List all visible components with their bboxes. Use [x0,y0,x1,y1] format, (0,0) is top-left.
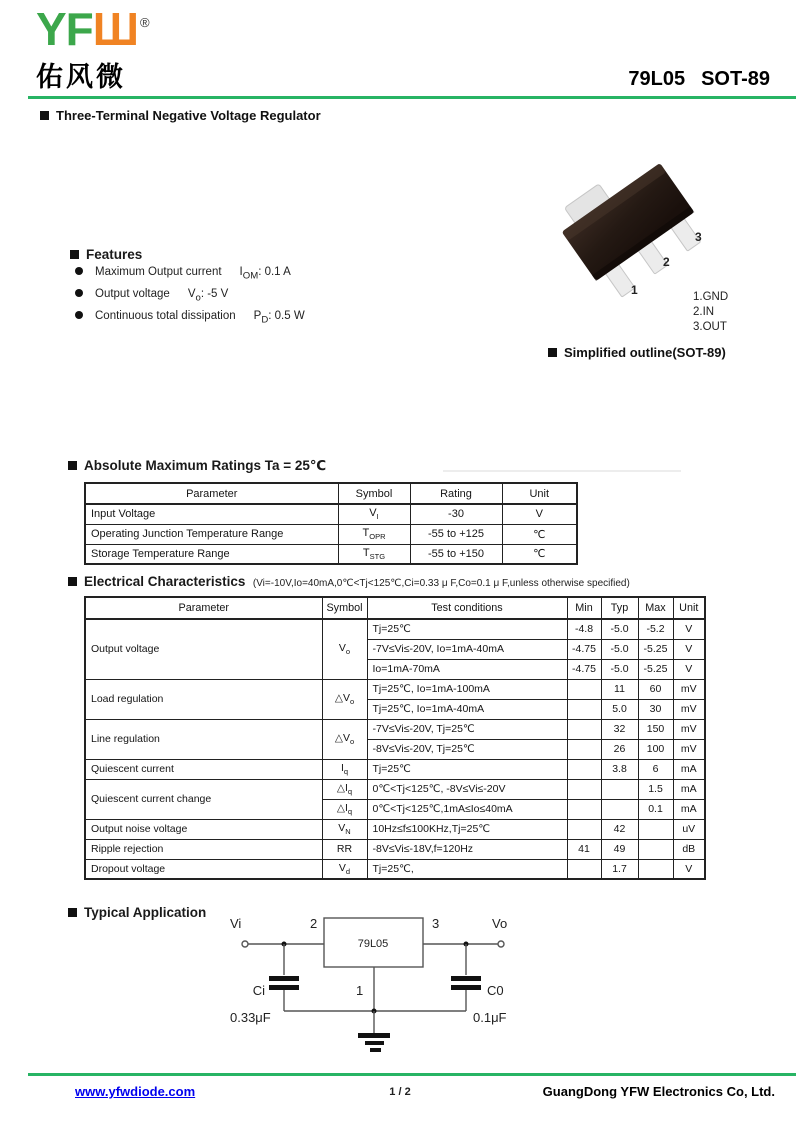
cell-parameter: Quiescent current [85,759,322,779]
cell-parameter: Ripple rejection [85,839,322,859]
cin-label: Ci [252,983,265,998]
symbol-sub: o [349,737,355,747]
outline-caption-text: Simplified outline(SOT-89) [564,345,726,360]
abs-max-title-text: Absolute Maximum Ratings Ta = 25℃ [84,458,327,473]
decorative-line [443,470,681,472]
cell-unit: mV [673,699,705,719]
symbol-delta: △ [334,691,343,704]
cell-typ: -5.0 [601,639,638,659]
cell-unit: V [673,639,705,659]
col-test-conditions: Test conditions [367,597,567,619]
cell-parameter: Quiescent current change [85,779,322,819]
table-header-row [85,597,705,619]
table-header-row [85,483,577,504]
col-unit: Unit [673,597,705,619]
cell-condition: 0℃<Tj<125℃, -8V≤Vi≤-20V [367,779,567,799]
elec-test-conditions-note: (Vi=-10V,Io=40mA,0℃<Tj<125℃,Ci=0.33 μ F,Co=0.1 μ F,unless otherwise specified) [252,578,630,589]
cell-max [638,819,673,839]
cell-unit: mV [673,719,705,739]
cell-unit: mA [673,799,705,819]
symbol-base: V [342,731,350,744]
cell-max: 150 [638,719,673,739]
cell-min [567,819,601,839]
symbol-sub: q [347,807,353,817]
abs-max-table [84,482,578,565]
symbol-sub: I [376,512,379,522]
cell-condition: 0℃<Tj<125℃,1mA≤Io≤40mA [367,799,567,819]
cell-symbol [322,819,367,839]
symbol-base: P [253,310,262,322]
cell-parameter: Input Voltage [85,504,338,524]
abs-max-section-title [68,458,326,474]
symbol-delta: △ [336,781,345,794]
outline-caption [548,345,726,360]
cell-rating: -30 [410,504,502,524]
page-number: 1 / 2 [389,1086,411,1098]
symbol-sub: OPR [369,532,386,542]
table-row [85,524,577,544]
page-title [628,68,770,91]
vout-label: Vo [492,916,508,931]
section-marker-icon [40,111,49,120]
elec-section-title [68,574,630,589]
cell-typ: -5.0 [601,619,638,639]
cell-typ: 32 [601,719,638,739]
symbol-sub: q [347,787,353,797]
cell-min: -4.75 [567,639,601,659]
ground-icon [370,1048,381,1052]
elec-table [84,596,706,880]
cell-max [638,839,673,859]
table-row [85,719,705,739]
col-min: Min [567,597,601,619]
symbol-delta: △ [336,801,345,814]
cell-symbol [322,799,367,819]
col-unit: Unit [502,483,577,504]
feature-item [75,310,455,332]
cell-symbol [322,759,367,779]
cell-max: 30 [638,699,673,719]
col-rating: Rating [410,483,502,504]
features-section-title [70,247,142,262]
cell-min [567,799,601,819]
cell-condition: -7V≤Vi≤-20V, Io=1mA-40mA [367,639,567,659]
cell-min [567,739,601,759]
symbol-base: V [369,507,377,520]
col-parameter: Parameter [85,483,338,504]
company-name: GuangDong YFW Electronics Co, Ltd. [542,1084,775,1099]
cout-capacitor [451,976,481,981]
cell-unit: V [673,659,705,679]
section-marker-icon [68,577,77,586]
cell-unit: dB [673,839,705,859]
cell-unit: ℃ [502,524,577,544]
app-section-title [68,905,206,920]
table-row [85,859,705,879]
cell-condition: Tj=25℃ [367,759,567,779]
cell-rating: -55 to +150 [410,544,502,564]
cell-min: 41 [567,839,601,859]
cell-parameter: Dropout voltage [85,859,322,879]
cell-condition: Tj=25℃, [367,859,567,879]
website-link[interactable]: www.yfwdiode.com [75,1084,196,1099]
feature-value: : 0.1 A [258,266,291,278]
table-row [85,679,705,699]
symbol-base: I [340,761,344,774]
features-list [75,266,455,332]
pin-2-function: 2.IN [693,306,715,318]
cell-symbol [338,524,410,544]
col-parameter: Parameter [85,597,322,619]
symbol-sub: N [345,827,351,837]
feature-value: : -5 V [200,288,229,300]
cell-max [638,859,673,879]
typical-application-circuit [225,903,525,1063]
symbol-base: V [338,642,346,655]
cell-typ: 1.7 [601,859,638,879]
cell-max: 6 [638,759,673,779]
company-logo [36,3,150,94]
symbol-base: V [187,288,196,300]
cell-parameter: Operating Junction Temperature Range [85,524,338,544]
bullet-icon [75,267,83,275]
registered-trademark-icon: ® [140,15,150,30]
symbol-base: T [362,546,370,559]
feature-item [75,266,455,288]
vin-label: Vi [230,916,242,931]
cell-symbol [322,859,367,879]
cell-symbol [322,679,367,719]
cell-min [567,719,601,739]
pin-1-function: 1.GND [693,291,729,303]
cell-max: 0.1 [638,799,673,819]
package-name: SOT-89 [701,68,770,90]
cell-symbol [322,779,367,799]
col-symbol: Symbol [322,597,367,619]
ground-icon [365,1041,384,1045]
cell-typ: 11 [601,679,638,699]
cell-condition: Tj=25℃, Io=1mA-40mA [367,699,567,719]
feature-item [75,288,455,310]
symbol-sub: o [195,292,201,304]
cell-typ: -5.0 [601,659,638,679]
cout-value: 0.1μF [473,1010,507,1025]
cell-unit: mA [673,759,705,779]
section-marker-icon [68,908,77,917]
cell-symbol [338,504,410,524]
cell-unit: V [673,619,705,639]
sot89-package-drawing [545,150,795,345]
cell-symbol [338,544,410,564]
pin-3-function: 3.OUT [693,321,727,333]
cell-parameter: Line regulation [85,719,322,759]
cell-min: -4.75 [567,659,601,679]
app-title-text: Typical Application [84,905,207,920]
symbol-base: I [239,266,243,278]
cell-condition: -8V≤Vi≤-20V, Tj=25℃ [367,739,567,759]
symbol-base: RR [336,843,353,855]
logo-wordmark [36,3,150,55]
package-outline-figure [545,150,795,345]
symbol-sub: OM [242,270,259,282]
symbol-base: I [344,801,348,814]
cell-condition: Io=1mA-70mA [367,659,567,679]
cell-typ: 3.8 [601,759,638,779]
symbol-base: I [344,781,348,794]
cell-unit: V [502,504,577,524]
feature-text: Maximum Output current [95,266,222,278]
symbol-delta: △ [334,731,343,744]
table-row [85,504,577,524]
table-row [85,819,705,839]
output-terminal [498,941,504,947]
cell-min [567,679,601,699]
cell-condition: Tj=25℃ [367,619,567,639]
logo-yf-text: YF [36,3,93,55]
cell-condition: 10Hz≤f≤100KHz,Tj=25℃ [367,819,567,839]
cell-typ: 42 [601,819,638,839]
symbol-sub: o [349,697,355,707]
symbol-base: V [342,691,350,704]
feature-value: : 0.5 W [268,310,305,322]
cell-typ: 26 [601,739,638,759]
cell-unit: V [673,859,705,879]
features-title-text: Features [86,247,143,262]
cell-symbol [322,619,367,679]
cell-max: 1.5 [638,779,673,799]
cell-parameter: Load regulation [85,679,322,719]
cell-parameter: Storage Temperature Range [85,544,338,564]
symbol-base: V [338,861,346,874]
feature-text: Continuous total dissipation [95,310,236,322]
pin3-label: 3 [432,916,440,931]
cell-min [567,699,601,719]
bullet-icon [75,311,83,319]
cell-min [567,779,601,799]
cell-unit: mA [673,779,705,799]
cell-condition: Tj=25℃, Io=1mA-100mA [367,679,567,699]
table-row [85,779,705,799]
section-marker-icon [548,348,557,357]
cell-max: 100 [638,739,673,759]
cin-capacitor [269,985,299,990]
symbol-base: V [338,821,346,834]
logo-shan-glyph: Ш [92,3,139,55]
lead-number-3: 3 [695,230,702,244]
cell-unit: mV [673,679,705,699]
document-subtitle-text: Three-Terminal Negative Voltage Regulator [56,108,321,123]
table-row [85,544,577,564]
symbol-sub: q [343,767,349,777]
col-symbol: Symbol [338,483,410,504]
feature-symbol [239,266,291,282]
package-body-group [551,150,710,304]
cell-typ [601,779,638,799]
logo-chinese-name: 佑风微 [36,62,126,92]
document-subtitle [40,108,321,123]
cell-typ: 5.0 [601,699,638,719]
bullet-icon [75,289,83,297]
symbol-sub: d [345,866,351,876]
section-marker-icon [68,461,77,470]
cell-rating: -55 to +125 [410,524,502,544]
cout-label: C0 [487,983,504,998]
col-max: Max [638,597,673,619]
cell-max: 60 [638,679,673,699]
symbol-sub: STG [369,551,386,561]
pin2-label: 2 [310,916,318,931]
feature-symbol [253,310,305,326]
cell-unit: ℃ [502,544,577,564]
header-divider [28,96,796,99]
pin1-label: 1 [356,983,364,998]
symbol-sub: o [345,647,351,657]
feature-symbol [187,288,229,304]
ground-icon [358,1033,390,1038]
cout-capacitor [451,985,481,990]
input-terminal [242,941,248,947]
cell-unit: uV [673,819,705,839]
lead-number-2: 2 [663,255,670,269]
symbol-base: T [362,526,370,539]
symbol-sub: D [261,314,269,326]
cell-symbol [322,719,367,759]
table-row [85,839,705,859]
footer-divider [28,1073,796,1076]
cell-max: -5.25 [638,659,673,679]
cell-max: -5.2 [638,619,673,639]
cell-condition: -7V≤Vi≤-20V, Tj=25℃ [367,719,567,739]
table-row [85,759,705,779]
cell-condition: -8V≤Vi≤-18V,f=120Hz [367,839,567,859]
cell-min [567,759,601,779]
cell-min: -4.8 [567,619,601,639]
section-marker-icon [70,250,79,259]
cell-typ [601,799,638,819]
feature-text: Output voltage [95,288,170,300]
cell-parameter: Output voltage [85,619,322,679]
col-typ: Typ [601,597,638,619]
elec-title-text: Electrical Characteristics [84,574,246,589]
cell-min [567,859,601,879]
part-number: 79L05 [628,68,686,90]
table-row [85,619,705,639]
cell-symbol [322,839,367,859]
cin-capacitor [269,976,299,981]
regulator-ic-label: 79L05 [357,938,389,950]
cell-unit: mV [673,739,705,759]
lead-number-1: 1 [631,283,638,297]
cell-parameter: Output noise voltage [85,819,322,839]
cell-max: -5.25 [638,639,673,659]
cell-typ: 49 [601,839,638,859]
cin-value: 0.33μF [230,1010,271,1025]
